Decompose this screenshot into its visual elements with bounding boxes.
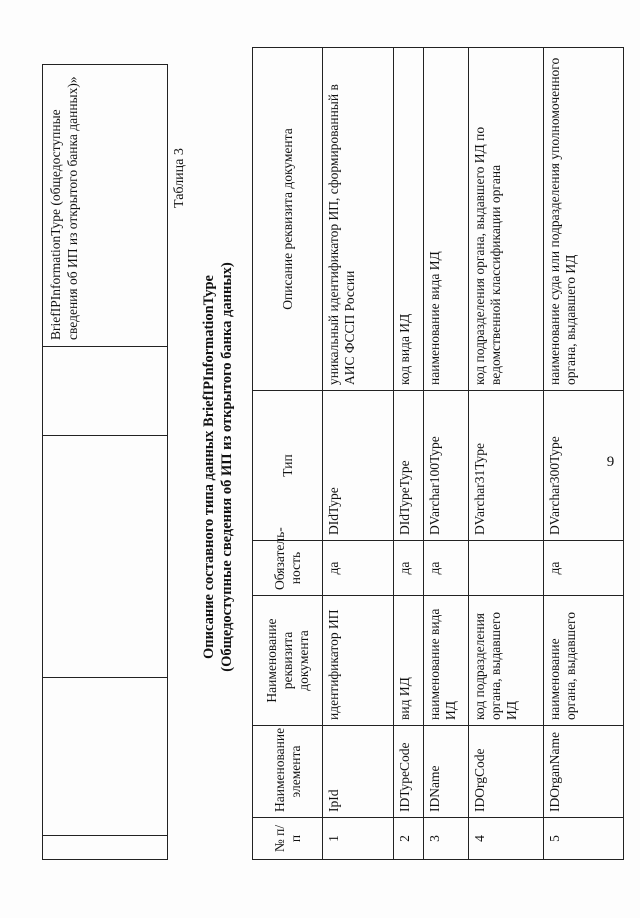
cell-name: наименование вида ИД: [424, 596, 469, 726]
cell-description: наименование вида ИД: [424, 48, 469, 391]
table-row: [43, 65, 168, 860]
cell-type: DIdTypeType: [394, 391, 424, 541]
cell-required: да: [544, 541, 624, 596]
table-cell-description: BriefIPInformationType (общедоступные сведения об ИП из открытого банка данных)»: [43, 65, 168, 347]
table-cell: [43, 347, 168, 436]
cell-number: 3: [424, 818, 469, 860]
table-number: Таблица 3: [172, 148, 187, 208]
main-table: [252, 47, 624, 860]
cell-type: DVarchar100Type: [424, 391, 469, 541]
cell-required: да: [424, 541, 469, 596]
previous-table-continuation: [42, 64, 168, 860]
table-row: [544, 48, 624, 860]
cell-element: IDOrgCode: [469, 726, 544, 818]
cell-number: 2: [394, 818, 424, 860]
cell-number: 1: [323, 818, 394, 860]
cell-required: [469, 541, 544, 596]
caption-line-2: (Общедоступные сведения об ИП из открытого банка данных): [219, 262, 235, 672]
cell-element: IDOrganName: [544, 726, 624, 818]
page-number: 9: [606, 453, 615, 470]
cell-element: IDTypeCode: [394, 726, 424, 818]
table-row: [323, 48, 394, 860]
header-description: Описание реквизита документа: [253, 48, 323, 391]
cell-name: наименование органа, выдавшего: [544, 596, 624, 726]
table-cell: [43, 836, 168, 860]
cell-name: вид ИД: [394, 596, 424, 726]
table-row: [469, 48, 544, 860]
cell-element: IDName: [424, 726, 469, 818]
header-name: Наименование реквизита документа: [253, 596, 323, 726]
table-caption: [200, 232, 236, 702]
header-type: Тип: [253, 391, 323, 541]
cell-number: 4: [469, 818, 544, 860]
cell-description: уникальный идентификатор ИП, сформированный в АИС ФССП России: [323, 48, 394, 391]
header-element: Наименование элемента: [253, 726, 323, 818]
table-header-row: [253, 48, 323, 860]
cell-description: наименование суда или подразделения уполномоченного органа, выдавшего ИД: [544, 48, 624, 391]
cell-description: код вида ИД: [394, 48, 424, 391]
cell-name: идентификатор ИП: [323, 596, 394, 726]
cell-type: DVarchar300Type: [544, 391, 624, 541]
cell-type: DVarchar31Type: [469, 391, 544, 541]
header-required: Обязатель-ность: [253, 541, 323, 596]
caption-line-1: Описание составного типа данных BriefIPInformationType: [201, 275, 217, 659]
cell-required: да: [323, 541, 394, 596]
table-cell: [43, 678, 168, 836]
cell-number: 5: [544, 818, 624, 860]
header-number: № п/п: [253, 818, 323, 860]
table-row: [424, 48, 469, 860]
table-cell: [43, 436, 168, 678]
cell-name: код подразделения органа, выдавшего ИД: [469, 596, 544, 726]
cell-required: да: [394, 541, 424, 596]
cell-element: IpId: [323, 726, 394, 818]
table-row: [394, 48, 424, 860]
cell-type: DIdType: [323, 391, 394, 541]
cell-description: код подразделения органа, выдавшего ИД по ведомственной классификации органа: [469, 48, 544, 391]
